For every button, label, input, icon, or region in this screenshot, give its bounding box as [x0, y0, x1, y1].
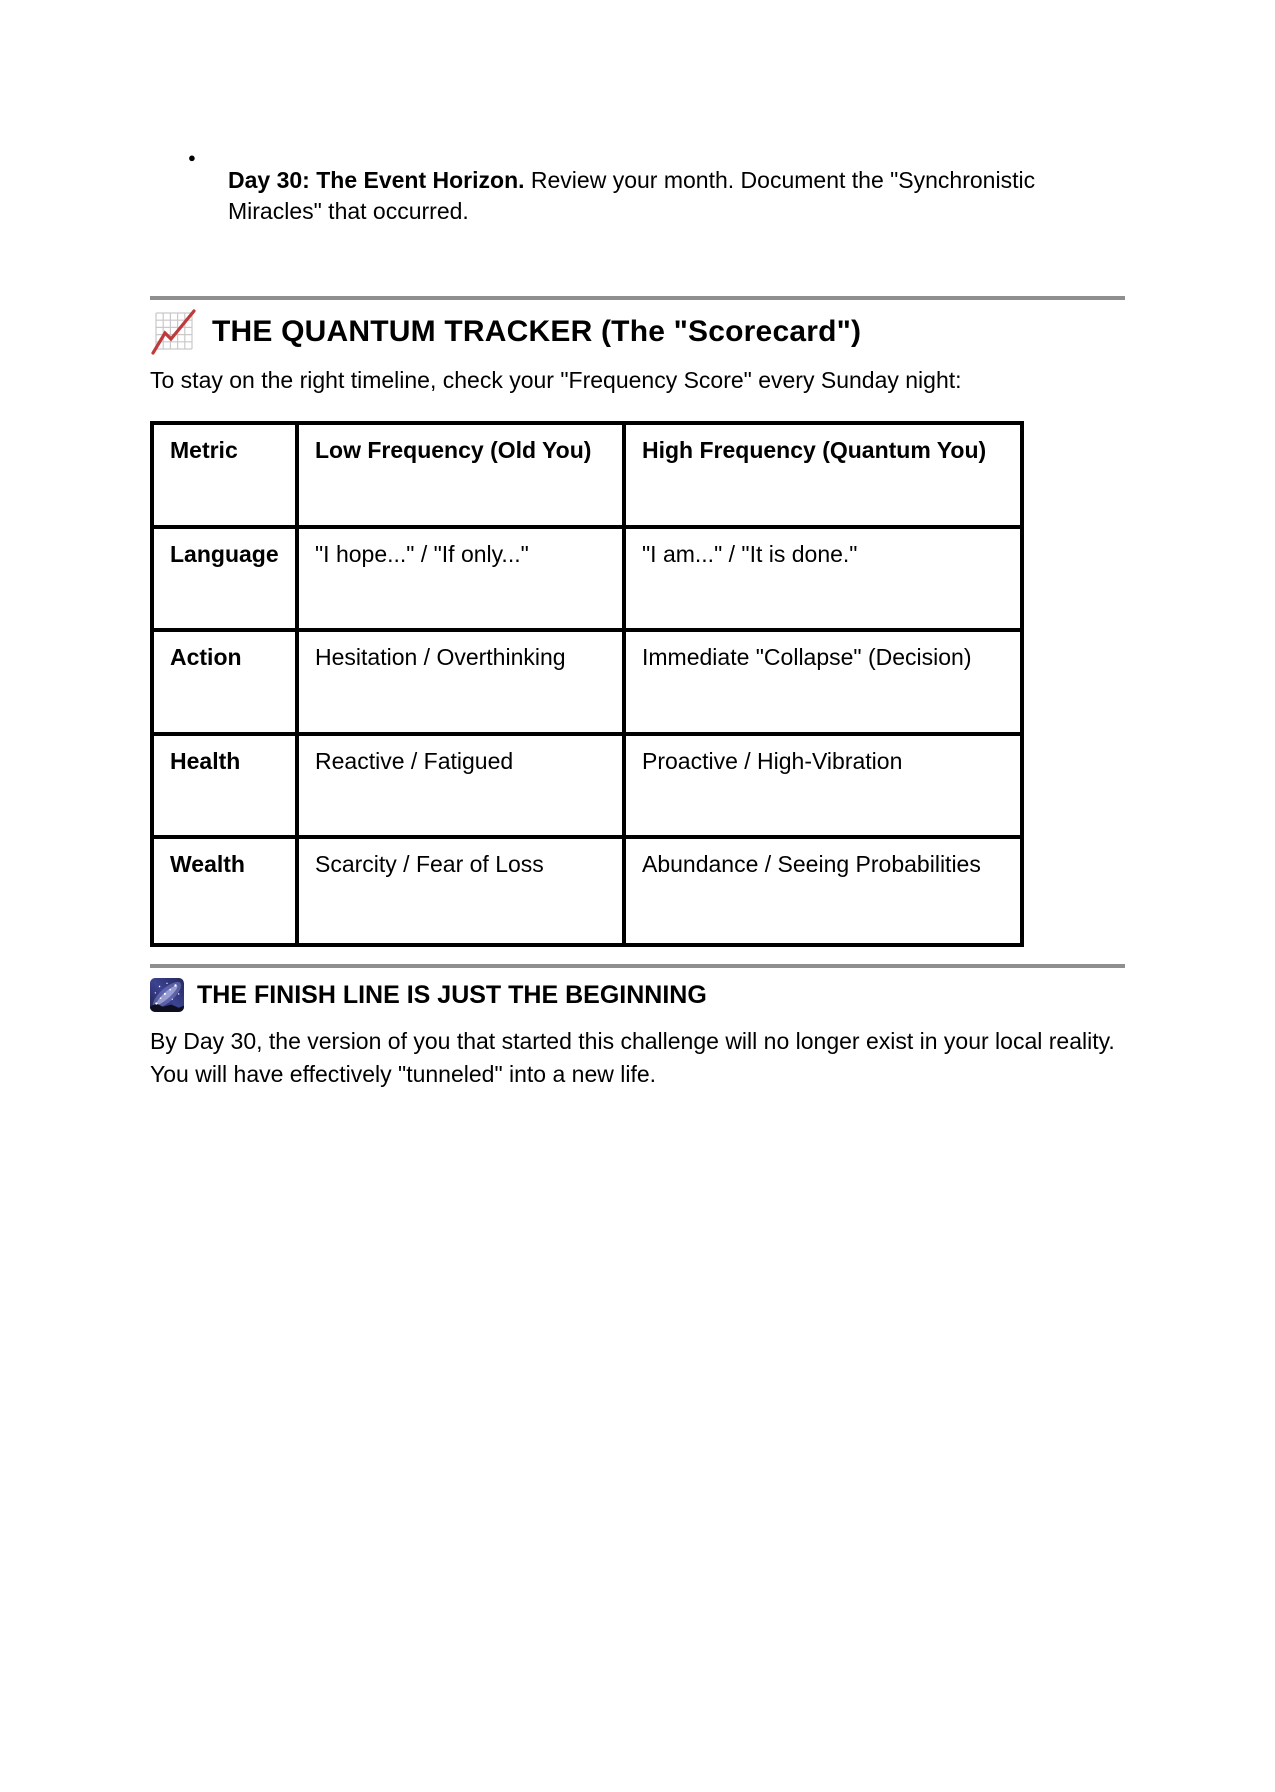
- low-frequency-cell: Reactive / Fatigued: [297, 734, 624, 837]
- list-item-rest: Review your month. Document the "Synchronistic Miracles" that occurred.: [228, 167, 1036, 224]
- high-frequency-cell: Abundance / Seeing Probabilities: [624, 837, 1022, 945]
- finish-line-heading: [150, 978, 1125, 1012]
- metric-cell: Action: [152, 630, 297, 734]
- chart-increasing-icon: [150, 308, 198, 356]
- milky-way-icon: [150, 978, 184, 1012]
- section-divider: [150, 964, 1125, 968]
- table-header-row: [152, 423, 1022, 527]
- table-row: [152, 837, 1022, 945]
- table-row: [152, 630, 1022, 734]
- intro-paragraph: To stay on the right timeline, check your "Frequency Score" every Sunday night:: [150, 367, 962, 393]
- section-divider: [150, 296, 1125, 300]
- low-frequency-cell: "I hope..." / "If only...": [297, 527, 624, 630]
- low-frequency-cell: Scarcity / Fear of Loss: [297, 837, 624, 945]
- list-item-text: [228, 165, 1125, 227]
- col-header-metric: Metric: [152, 423, 297, 527]
- low-frequency-cell: Hesitation / Overthinking: [297, 630, 624, 734]
- metric-cell: Language: [152, 527, 297, 630]
- document-page: [0, 142, 1275, 1091]
- metric-cell: Health: [152, 734, 297, 837]
- list-item: [150, 142, 1125, 250]
- section-title: THE FINISH LINE IS JUST THE BEGINNING: [197, 980, 707, 1009]
- quantum-tracker-heading: [150, 308, 1125, 356]
- closing-paragraph: By Day 30, the version of you that started this challenge will no longer exist in your local reality. You will have effectively "tunneled" into a new life.: [150, 1028, 1115, 1087]
- col-header-low-frequency: Low Frequency (Old You): [297, 423, 624, 527]
- col-header-high-frequency: High Frequency (Quantum You): [624, 423, 1022, 527]
- table-row: [152, 527, 1022, 630]
- list-item-bold-lead: Day 30: The Event Horizon.: [228, 167, 525, 193]
- high-frequency-cell: Proactive / High-Vibration: [624, 734, 1022, 837]
- high-frequency-cell: "I am..." / "It is done.": [624, 527, 1022, 630]
- frequency-score-table: [150, 421, 1024, 947]
- high-frequency-cell: Immediate "Collapse" (Decision): [624, 630, 1022, 734]
- metric-cell: Wealth: [152, 837, 297, 945]
- section-title: THE QUANTUM TRACKER (The "Scorecard"): [212, 315, 862, 348]
- table-row: [152, 734, 1022, 837]
- bullet-icon: ●: [188, 150, 196, 165]
